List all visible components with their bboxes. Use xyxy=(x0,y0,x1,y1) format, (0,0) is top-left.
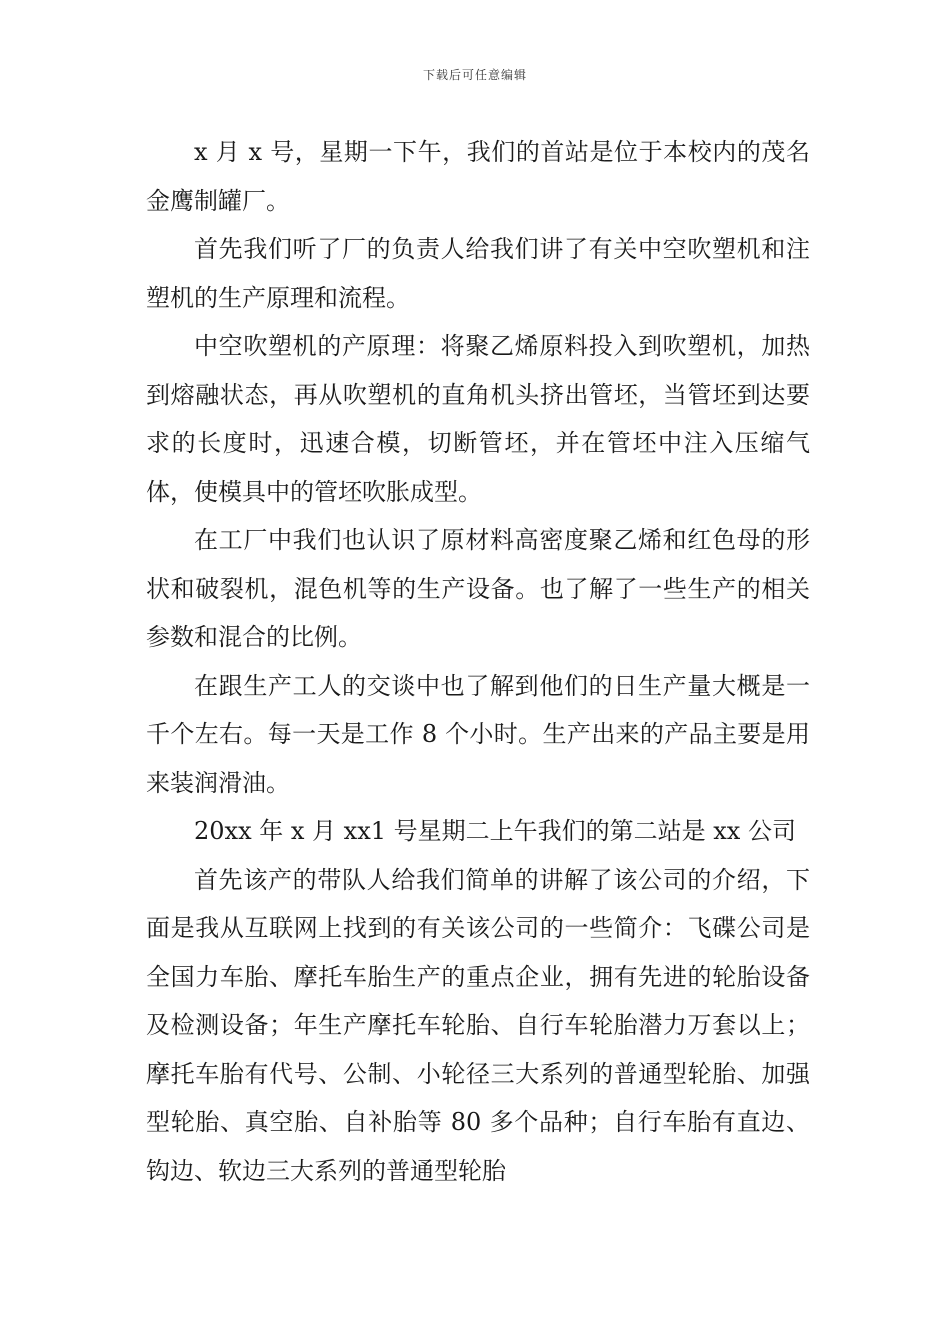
paragraph-first-visit: x 月 x 号，星期一下午，我们的首站是位于本校内的茂名金鹰制罐厂。 xyxy=(146,138,810,215)
paragraph-intro-principles: 首先我们听了厂的负责人给我们讲了有关中空吹塑机和注塑机的生产原理和流程。 xyxy=(146,235,810,312)
paragraph-second-visit: 20xx 年 x 月 xx1 号星期二上午我们的第二站是 xx 公司 xyxy=(194,817,796,845)
paragraph-worker-conversation: 在跟生产工人的交谈中也了解到他们的日生产量大概是一千个左右。每一天是工作 8 个小时。生产出来的产品主要是用来装润滑油。 xyxy=(146,671,810,797)
paragraph-company-intro: 首先该产的带队人给我们简单的讲解了该公司的介绍，下面是我从互联网上找到的有关该公司的一些简介：飞碟公司是全国力车胎、摩托车胎生产的重点企业，拥有先进的轮胎设备及检测设备；年生产摩托车轮胎、自行车轮胎潜力万套以上；摩托车胎有代号、公制、小轮径三大系列的普通型轮胎、加强型轮胎、真空胎、自补胎等 80 多个品种；自行车胎有直边、钩边、软边三大系列的普通型轮胎 xyxy=(146,865,810,1185)
document-body xyxy=(146,128,810,1195)
paragraph-materials-equipment: 在工厂中我们也认识了原材料高密度聚乙烯和红色母的形状和破裂机，混色机等的生产设备。也了解了一些生产的相关参数和混合的比例。 xyxy=(146,526,810,651)
paragraph-blow-molding-principle: 中空吹塑机的产原理：将聚乙烯原料投入到吹塑机，加热到熔融状态，再从吹塑机的直角机头挤出管坯，当管坯到达要求的长度时，迅速合模，切断管坯，并在管坯中注入压缩气体，使模具中的管坯吹胀成型。 xyxy=(146,332,810,506)
page-header: 下载后可任意编辑 xyxy=(422,68,527,82)
